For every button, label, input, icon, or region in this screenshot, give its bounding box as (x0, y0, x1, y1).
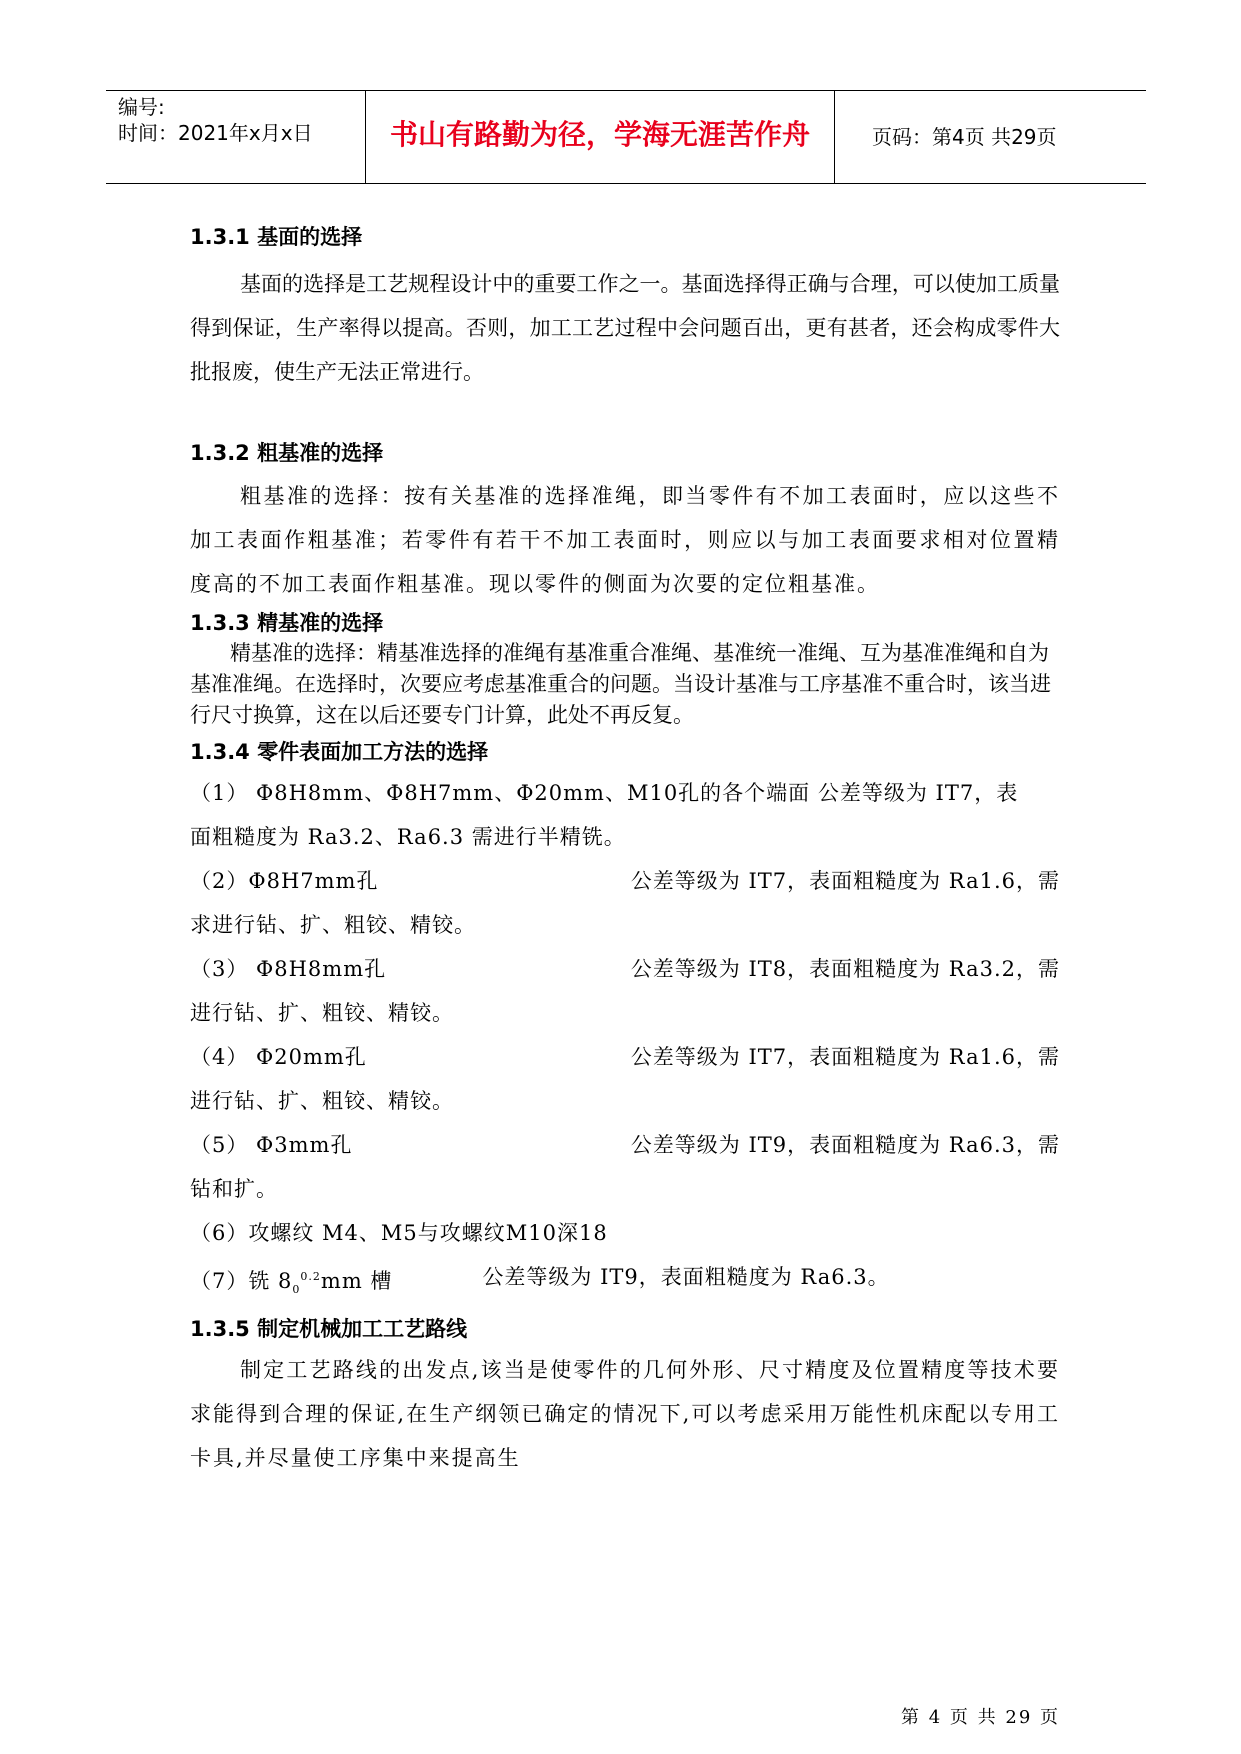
list-item-text: （6）攻螺纹 M4、M5与攻螺纹M10深18 (190, 1221, 608, 1245)
list-item (190, 947, 1060, 991)
list-item-label: （5） Φ3mm孔 (190, 1133, 353, 1157)
section-title-1-3-1: 1.3.1 基面的选择 (190, 225, 363, 249)
item7-unit: mm 槽 (320, 1269, 393, 1293)
list-item-label: （3） Φ8H8mm孔 (190, 957, 387, 981)
list-item (190, 1211, 1060, 1255)
section-body-1-3-3: 精基准的选择：精基准选择的准绳有基准重合准绳、基准统一准绳、互为基准准绳和自为基准准绳。在选择时，次要应考虑基准重合的问题。当设计基准与工序基准不重合时，该当进行尺寸换算，这在以后还要专门计算，此处不再反复。 (190, 641, 1051, 727)
list-item-continuation: 求进行钻、扩、粗铰、精铰。 (190, 913, 476, 937)
list-item-spec: 公差等级为 IT8，表面粗糙度为 Ra3.2，需 (630, 957, 1060, 981)
list-item (190, 1035, 1060, 1079)
page-body (190, 202, 1060, 1480)
section-body-1-3-1: 基面的选择是工艺规程设计中的重要工作之一。基面选择得正确与合理，可以使加工质量得到保证，生产率得以提高。否则，加工工艺过程中会问题百出，更有甚者，还会构成零件大批报废，使生产无法正常进行。 (190, 272, 1060, 384)
tolerance-upper: 0.2 (300, 1270, 321, 1283)
list-item-continuation: 钻和扩。 (190, 1177, 278, 1201)
list-item-label: （4） Φ20mm孔 (190, 1045, 367, 1069)
header-page-label: 页码：第4页 共29页 (872, 125, 1057, 149)
document-time-label: 时间：2021年x月x日 (118, 121, 313, 145)
section-body-1-3-2: 粗基准的选择：按有关基准的选择准绳，即当零件有不加工表面时，应以这些不加工表面作粗基准；若零件有若干不加工表面时，则应以与加工表面要求相对位置精度高的不加工表面作粗基准。现以零件的侧面为次要的定位粗基准。 (190, 484, 1060, 596)
list-item-spec: 公差等级为 IT9，表面粗糙度为 Ra6.3，需 (630, 1133, 1060, 1157)
section-title-1-3-5: 1.3.5 制定机械加工工艺路线 (190, 1317, 468, 1342)
section-title-1-3-3: 1.3.3 精基准的选择 (190, 611, 384, 635)
list-item-label (190, 1255, 392, 1312)
list-item (190, 1255, 1060, 1312)
list-item-spec: 公差等级为 IT9，表面粗糙度为 Ra6.3。 (482, 1265, 890, 1289)
list-item (190, 1123, 1060, 1167)
list-item-label: （2）Φ8H7mm孔 (190, 869, 379, 893)
list-item-spec: 公差等级为 IT7，表面粗糙度为 Ra1.6，需 (630, 869, 1060, 893)
header-divider (834, 91, 835, 183)
list-item (190, 859, 1060, 903)
list-item-continuation: 进行钻、扩、粗铰、精铰。 (190, 1001, 454, 1025)
page-footer: 第 4 页 共 29 页 (901, 1707, 1060, 1728)
document-number-label: 编号: (118, 95, 165, 119)
list-item-text: （1） Φ8H8mm、Φ8H7mm、Φ20mm、M10孔的各个端面 公差等级为 IT7，表 (190, 781, 1019, 805)
tolerance-lower: 0 (292, 1283, 301, 1297)
item7-prefix: （7）铣 8 (190, 1269, 293, 1293)
list-item (190, 771, 1060, 815)
page-header (106, 90, 1146, 184)
section-title-1-3-4: 1.3.4 零件表面加工方法的选择 (190, 740, 489, 764)
section-body-1-3-5: 制定工艺路线的出发点,该当是使零件的几何外形、尺寸精度及位置精度等技术要求能得到合理的保证,在生产纲领已确定的情况下,可以考虑采用万能性机床配以专用工卡具,并尽量使工序集中来提高生 (190, 1358, 1060, 1471)
list-item-spec: 公差等级为 IT7，表面粗糙度为 Ra1.6，需 (630, 1045, 1060, 1069)
list-item-continuation: 进行钻、扩、粗铰、精铰。 (190, 1089, 454, 1113)
section-title-1-3-2: 1.3.2 粗基准的选择 (190, 441, 384, 465)
header-motto: 书山有路勤为径，学海无涯苦作舟 (389, 118, 810, 151)
list-item-continuation: 面粗糙度为 Ra3.2、Ra6.3 需进行半精铣。 (190, 825, 626, 849)
